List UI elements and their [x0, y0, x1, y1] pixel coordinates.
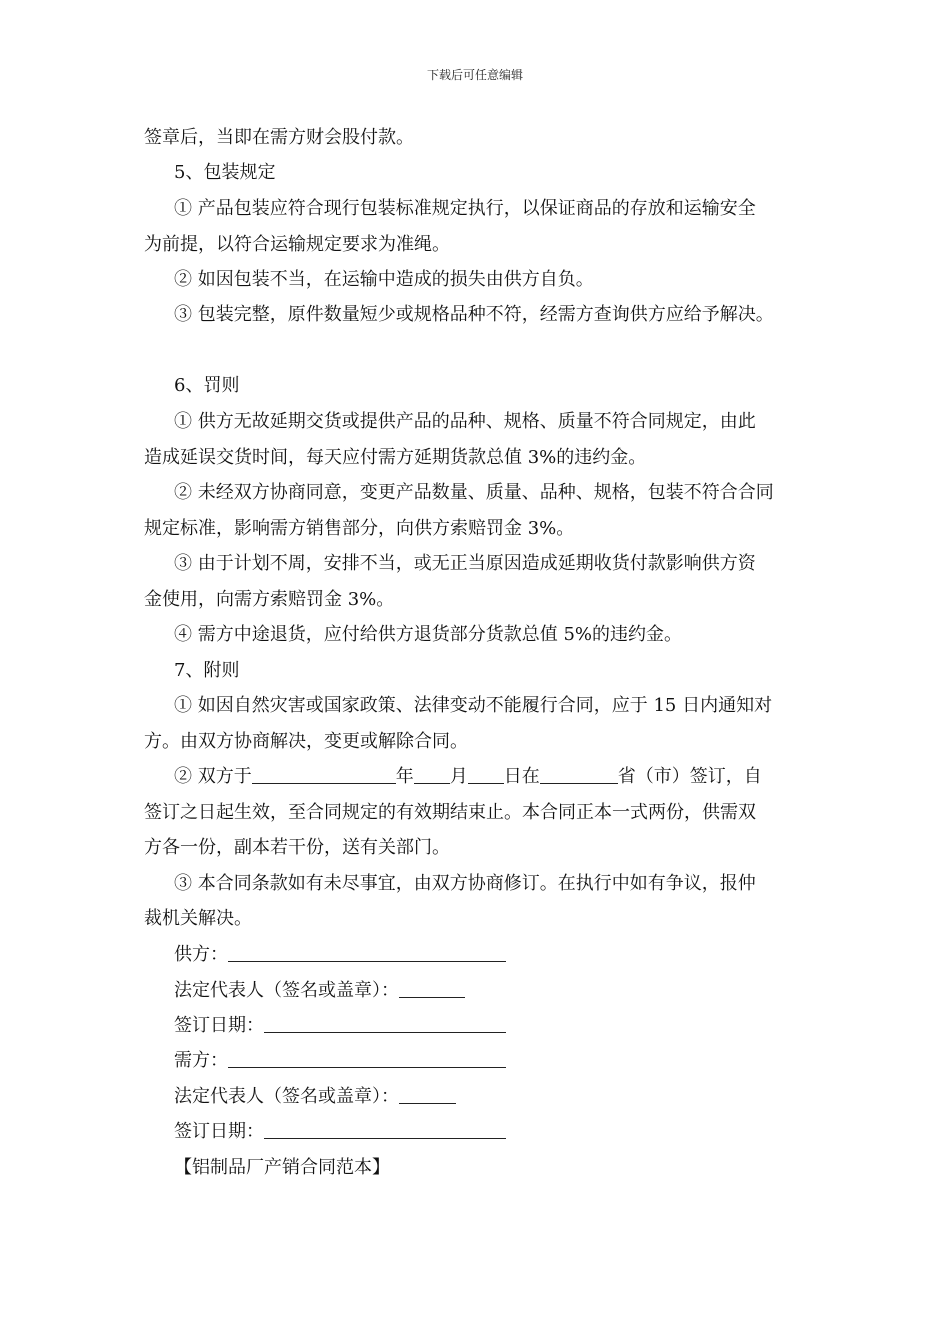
day-blank[interactable]: [468, 765, 504, 784]
supplier-label: 供方：: [174, 944, 228, 965]
supplier-rep-line: [174, 979, 465, 1003]
section-heading-packaging: 5、包装规定: [174, 162, 276, 183]
paragraph-line: ④ 需方中途退货，应付给供方退货部分货款总值 5%的违约金。: [174, 624, 682, 645]
paragraph-line: ③ 本合同条款如有未尽事宜，由双方协商修订。在执行中如有争议，报仲: [174, 873, 756, 894]
month-label: 月: [449, 766, 468, 787]
supplier-line: [174, 943, 506, 967]
buyer-blank[interactable]: [228, 1049, 506, 1068]
buyer-rep-line: [174, 1085, 456, 1109]
section-heading-supplementary: 7、附则: [174, 660, 240, 681]
buyer-line: [174, 1049, 506, 1073]
paragraph-line: 规定标准，影响需方销售部分，向供方索赔罚金 3%。: [144, 518, 575, 539]
footer-title: 【铝制品厂产销合同范本】: [174, 1157, 390, 1178]
section-heading-penalties: 6、罚则: [174, 375, 240, 396]
province-label: 省（市）签订，自: [617, 766, 762, 787]
paragraph-line: 造成延误交货时间，每天应付需方延期货款总值 3%的违约金。: [144, 447, 647, 468]
paragraph-line: ③ 包装完整，原件数量短少或规格品种不符，经需方查询供方应给予解决。: [174, 304, 774, 325]
paragraph-line: 为前提，以符合运输规定要求为准绳。: [144, 234, 450, 255]
supplier-date-label: 签订日期：: [174, 1015, 264, 1036]
paragraph-line: ① 产品包装应符合现行包装标准规定执行，以保证商品的存放和运输安全: [174, 198, 756, 219]
day-label: 日在: [503, 766, 540, 787]
paragraph-line: 签订之日起生效，至合同规定的有效期结束止。本合同正本一式两份，供需双: [144, 802, 756, 823]
buyer-label: 需方：: [174, 1050, 228, 1071]
supplier-rep-label: 法定代表人（签名或盖章）：: [174, 980, 399, 1001]
supplier-rep-blank[interactable]: [399, 979, 465, 998]
paragraph-line: ② 未经双方协商同意，变更产品数量、质量、品种、规格，包装不符合合同: [174, 482, 774, 503]
supplier-date-blank[interactable]: [264, 1014, 506, 1033]
year-label: 年: [395, 766, 414, 787]
date-clause-prefix: ② 双方于: [174, 766, 252, 787]
buyer-date-blank[interactable]: [264, 1120, 506, 1139]
province-blank[interactable]: [540, 765, 618, 784]
paragraph-line: 金使用，向需方索赔罚金 3%。: [144, 589, 395, 610]
paragraph-line: 签章后，当即在需方财会股付款。: [144, 127, 414, 148]
buyer-date-line: [174, 1120, 506, 1144]
year-blank[interactable]: [252, 765, 396, 784]
paragraph-line: ② 如因包装不当，在运输中造成的损失由供方自负。: [174, 269, 594, 290]
supplier-blank[interactable]: [228, 943, 506, 962]
buyer-rep-blank[interactable]: [399, 1085, 456, 1104]
supplier-date-line: [174, 1014, 506, 1038]
buyer-date-label: 签订日期：: [174, 1121, 264, 1142]
paragraph-line: 裁机关解决。: [144, 908, 252, 929]
paragraph-line: ① 如因自然灾害或国家政策、法律变动不能履行合同，应于 15 日内通知对: [174, 695, 773, 716]
buyer-rep-label: 法定代表人（签名或盖章）：: [174, 1086, 399, 1107]
page-header: 下载后可任意编辑: [426, 68, 523, 82]
paragraph-line: 方。由双方协商解决，变更或解除合同。: [144, 731, 468, 752]
date-clause-line: [174, 765, 762, 789]
paragraph-line: 方各一份，副本若干份，送有关部门。: [144, 837, 450, 858]
paragraph-line: ① 供方无故延期交货或提供产品的品种、规格、质量不符合同规定，由此: [174, 411, 756, 432]
month-blank[interactable]: [414, 765, 450, 784]
paragraph-line: ③ 由于计划不周，安排不当，或无正当原因造成延期收货付款影响供方资: [174, 553, 756, 574]
